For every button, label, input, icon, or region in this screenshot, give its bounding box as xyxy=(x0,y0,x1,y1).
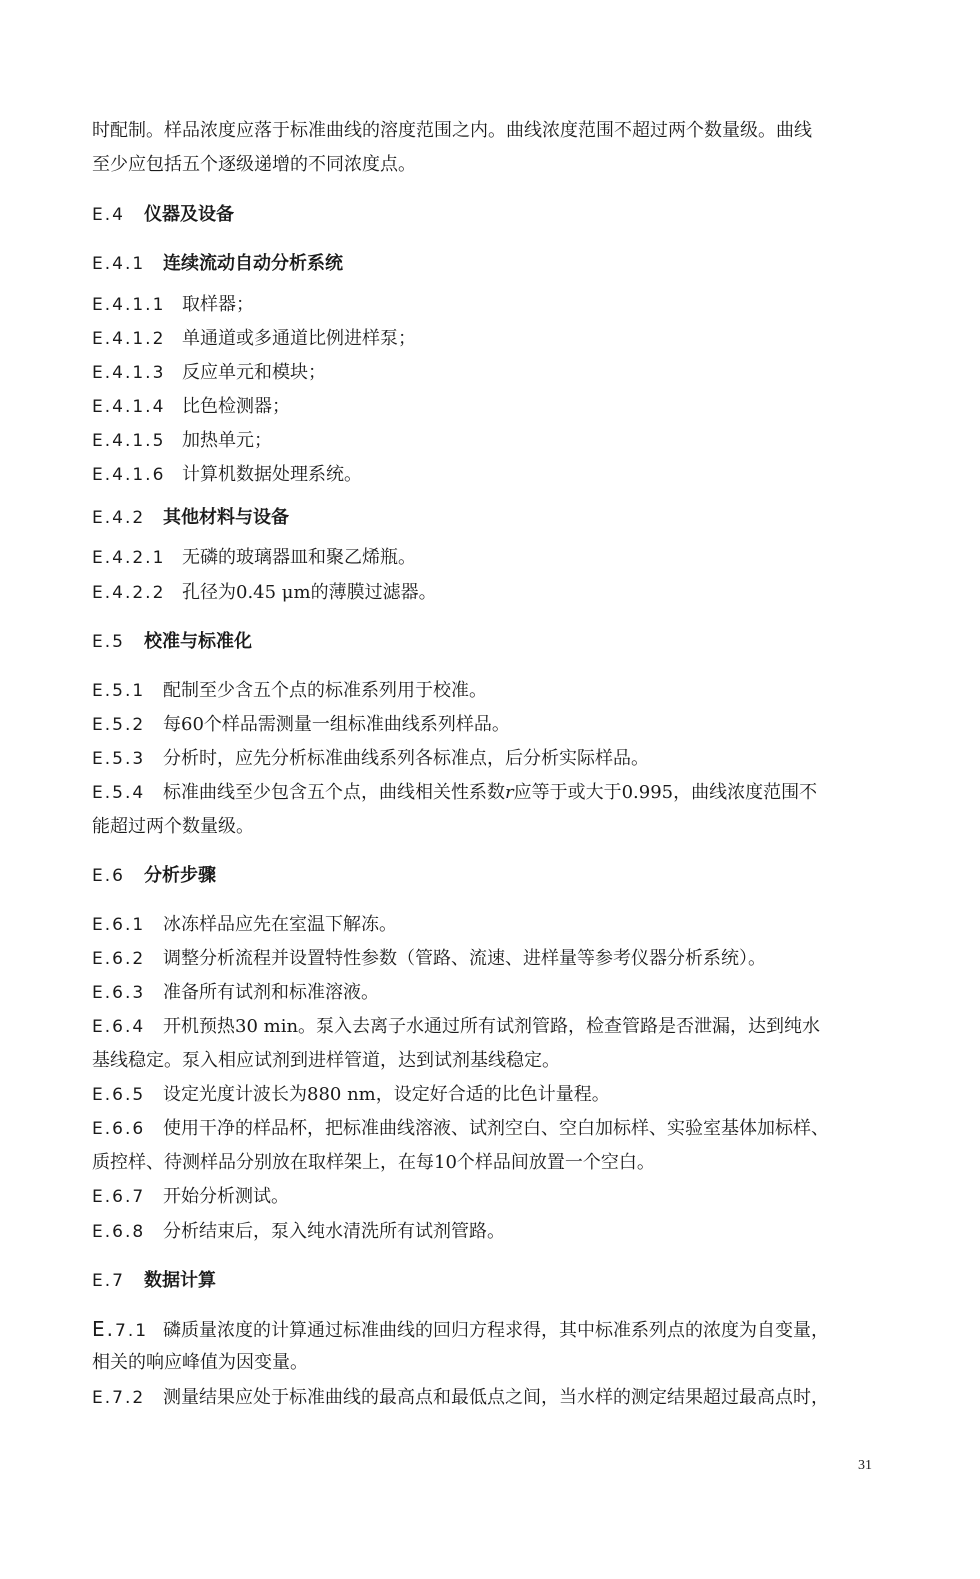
item-number: E.6.1 xyxy=(92,915,146,935)
section-title: 连续流动自动分析系统 xyxy=(163,253,343,274)
item-text: 开始分析测试。 xyxy=(163,1186,289,1207)
item-number: E.6.2 xyxy=(92,949,146,969)
item-text: 设定光度计波长为880 nm，设定好合适的比色计量程。 xyxy=(163,1084,610,1105)
section-title: 分析步骤 xyxy=(144,865,216,886)
item-e6-5 xyxy=(92,1078,892,1112)
section-number: E.4 xyxy=(92,205,125,225)
item-number: E.5.2 xyxy=(92,715,146,735)
correlation-r-symbol: r xyxy=(505,782,514,803)
section-number: E.7 xyxy=(92,1271,125,1291)
item-number: E.7.2 xyxy=(92,1388,146,1408)
section-number: E.6 xyxy=(92,866,125,886)
item-text: 无磷的玻璃器皿和聚乙烯瓶。 xyxy=(182,547,416,568)
item-number: E.4.2.2 xyxy=(92,583,166,603)
item-e4-1-3 xyxy=(92,356,892,390)
item-e4-1-2 xyxy=(92,322,892,356)
item-e4-1-6 xyxy=(92,458,892,492)
item-text: 调整分析流程并设置特性参数（管路、流速、进样量等参考仪器分析系统）。 xyxy=(163,948,766,969)
item-e6-8 xyxy=(92,1215,892,1249)
item-number: E.6.8 xyxy=(92,1222,146,1242)
item-number-prefix: E. xyxy=(92,1317,115,1341)
item-text: 磷质量浓度的计算通过标准曲线的回归方程求得，其中标准系列点的浓度为自变量， xyxy=(163,1320,829,1341)
item-e6-6 xyxy=(92,1112,892,1146)
item-text: 比色检测器； xyxy=(182,396,290,417)
item-text: 加热单元； xyxy=(182,430,272,451)
item-text: 冰冻样品应先在室温下解冻。 xyxy=(163,914,397,935)
item-text-part-a: 标准曲线至少包含五个点，曲线相关性系数 xyxy=(163,782,505,803)
section-heading-e5 xyxy=(92,625,892,659)
section-heading-e4-1 xyxy=(92,247,892,281)
section-number: E.4.1 xyxy=(92,254,146,274)
item-e4-1-1 xyxy=(92,288,892,322)
item-text: 每60个样品需测量一组标准曲线系列样品。 xyxy=(163,714,510,735)
item-e6-3 xyxy=(92,976,892,1010)
item-text: 配制至少含五个点的标准系列用于校准。 xyxy=(163,680,487,701)
item-number: E.6.6 xyxy=(92,1119,146,1139)
section-heading-e4 xyxy=(92,198,892,232)
item-number: E.6.3 xyxy=(92,983,146,1003)
intro-line-2: 至少应包括五个逐级递增的不同浓度点。 xyxy=(92,154,416,175)
item-text: 单通道或多通道比例进样泵； xyxy=(182,328,416,349)
item-e7-1-continuation: 相关的响应峰值为因变量。 xyxy=(92,1352,308,1373)
item-e6-4-continuation: 基线稳定。泵入相应试剂到进样管道，达到试剂基线稳定。 xyxy=(92,1050,560,1071)
item-text: 取样器； xyxy=(182,294,254,315)
item-text: 反应单元和模块； xyxy=(182,362,326,383)
item-e7-1 xyxy=(92,1312,892,1348)
item-number xyxy=(92,1312,163,1348)
section-title: 其他材料与设备 xyxy=(163,507,289,528)
item-text: 计算机数据处理系统。 xyxy=(182,464,362,485)
item-number: E.5.1 xyxy=(92,681,146,701)
intro-line-1: 时配制。样品浓度应落于标准曲线的溶度范围之内。曲线浓度范围不超过两个数量级。曲线 xyxy=(92,120,812,141)
item-e6-4 xyxy=(92,1010,892,1044)
item-number-rest: 7.1 xyxy=(115,1321,149,1341)
item-number: E.5.4 xyxy=(92,783,146,803)
item-number: E.4.1.2 xyxy=(92,329,166,349)
item-text: 开机预热30 min。泵入去离子水通过所有试剂管路，检查管路是否泄漏，达到纯水 xyxy=(163,1016,821,1037)
section-number: E.5 xyxy=(92,632,125,652)
item-number: E.4.1.3 xyxy=(92,363,166,383)
section-heading-e7 xyxy=(92,1264,892,1298)
section-heading-e4-2 xyxy=(92,501,892,535)
section-title: 数据计算 xyxy=(144,1270,216,1291)
section-number: E.4.2 xyxy=(92,508,146,528)
item-e5-1 xyxy=(92,674,892,708)
item-e5-2 xyxy=(92,708,892,742)
item-text: 分析时，应先分析标准曲线系列各标准点，后分析实际样品。 xyxy=(163,748,649,769)
item-text: 分析结束后，泵入纯水清洗所有试剂管路。 xyxy=(163,1221,505,1242)
item-number: E.4.1.1 xyxy=(92,295,166,315)
section-heading-e6 xyxy=(92,859,892,893)
item-e5-4 xyxy=(92,776,892,810)
item-text: 使用干净的样品杯，把标准曲线溶液、试剂空白、空白加标样、实验室基体加标样、 xyxy=(163,1118,829,1139)
item-number: E.6.7 xyxy=(92,1187,146,1207)
item-e6-6-continuation: 质控样、待测样品分别放在取样架上，在每10个样品间放置一个空白。 xyxy=(92,1152,655,1173)
item-e4-1-5 xyxy=(92,424,892,458)
item-text: 测量结果应处于标准曲线的最高点和最低点之间，当水样的测定结果超过最高点时， xyxy=(163,1387,829,1408)
item-e6-2 xyxy=(92,942,892,976)
section-title: 校准与标准化 xyxy=(144,631,252,652)
item-number: E.5.3 xyxy=(92,749,146,769)
item-number: E.4.1.4 xyxy=(92,397,166,417)
item-e4-2-1 xyxy=(92,541,892,575)
page-number: 31 xyxy=(858,1458,872,1473)
item-e5-4-continuation: 能超过两个数量级。 xyxy=(92,816,254,837)
item-number: E.6.5 xyxy=(92,1085,146,1105)
item-number: E.4.2.1 xyxy=(92,548,166,568)
item-e4-1-4 xyxy=(92,390,892,424)
item-e7-2 xyxy=(92,1381,892,1415)
item-number: E.4.1.6 xyxy=(92,465,166,485)
section-title: 仪器及设备 xyxy=(144,204,234,225)
item-e5-3 xyxy=(92,742,892,776)
item-e4-2-2 xyxy=(92,576,892,610)
item-number: E.6.4 xyxy=(92,1017,146,1037)
item-number: E.4.1.5 xyxy=(92,431,166,451)
item-e6-7 xyxy=(92,1180,892,1214)
item-text: 孔径为0.45 μm的薄膜过滤器。 xyxy=(182,582,437,603)
item-text-part-b: 应等于或大于0.995，曲线浓度范围不 xyxy=(513,782,818,803)
item-e6-1 xyxy=(92,908,892,942)
item-text: 准备所有试剂和标准溶液。 xyxy=(163,982,379,1003)
